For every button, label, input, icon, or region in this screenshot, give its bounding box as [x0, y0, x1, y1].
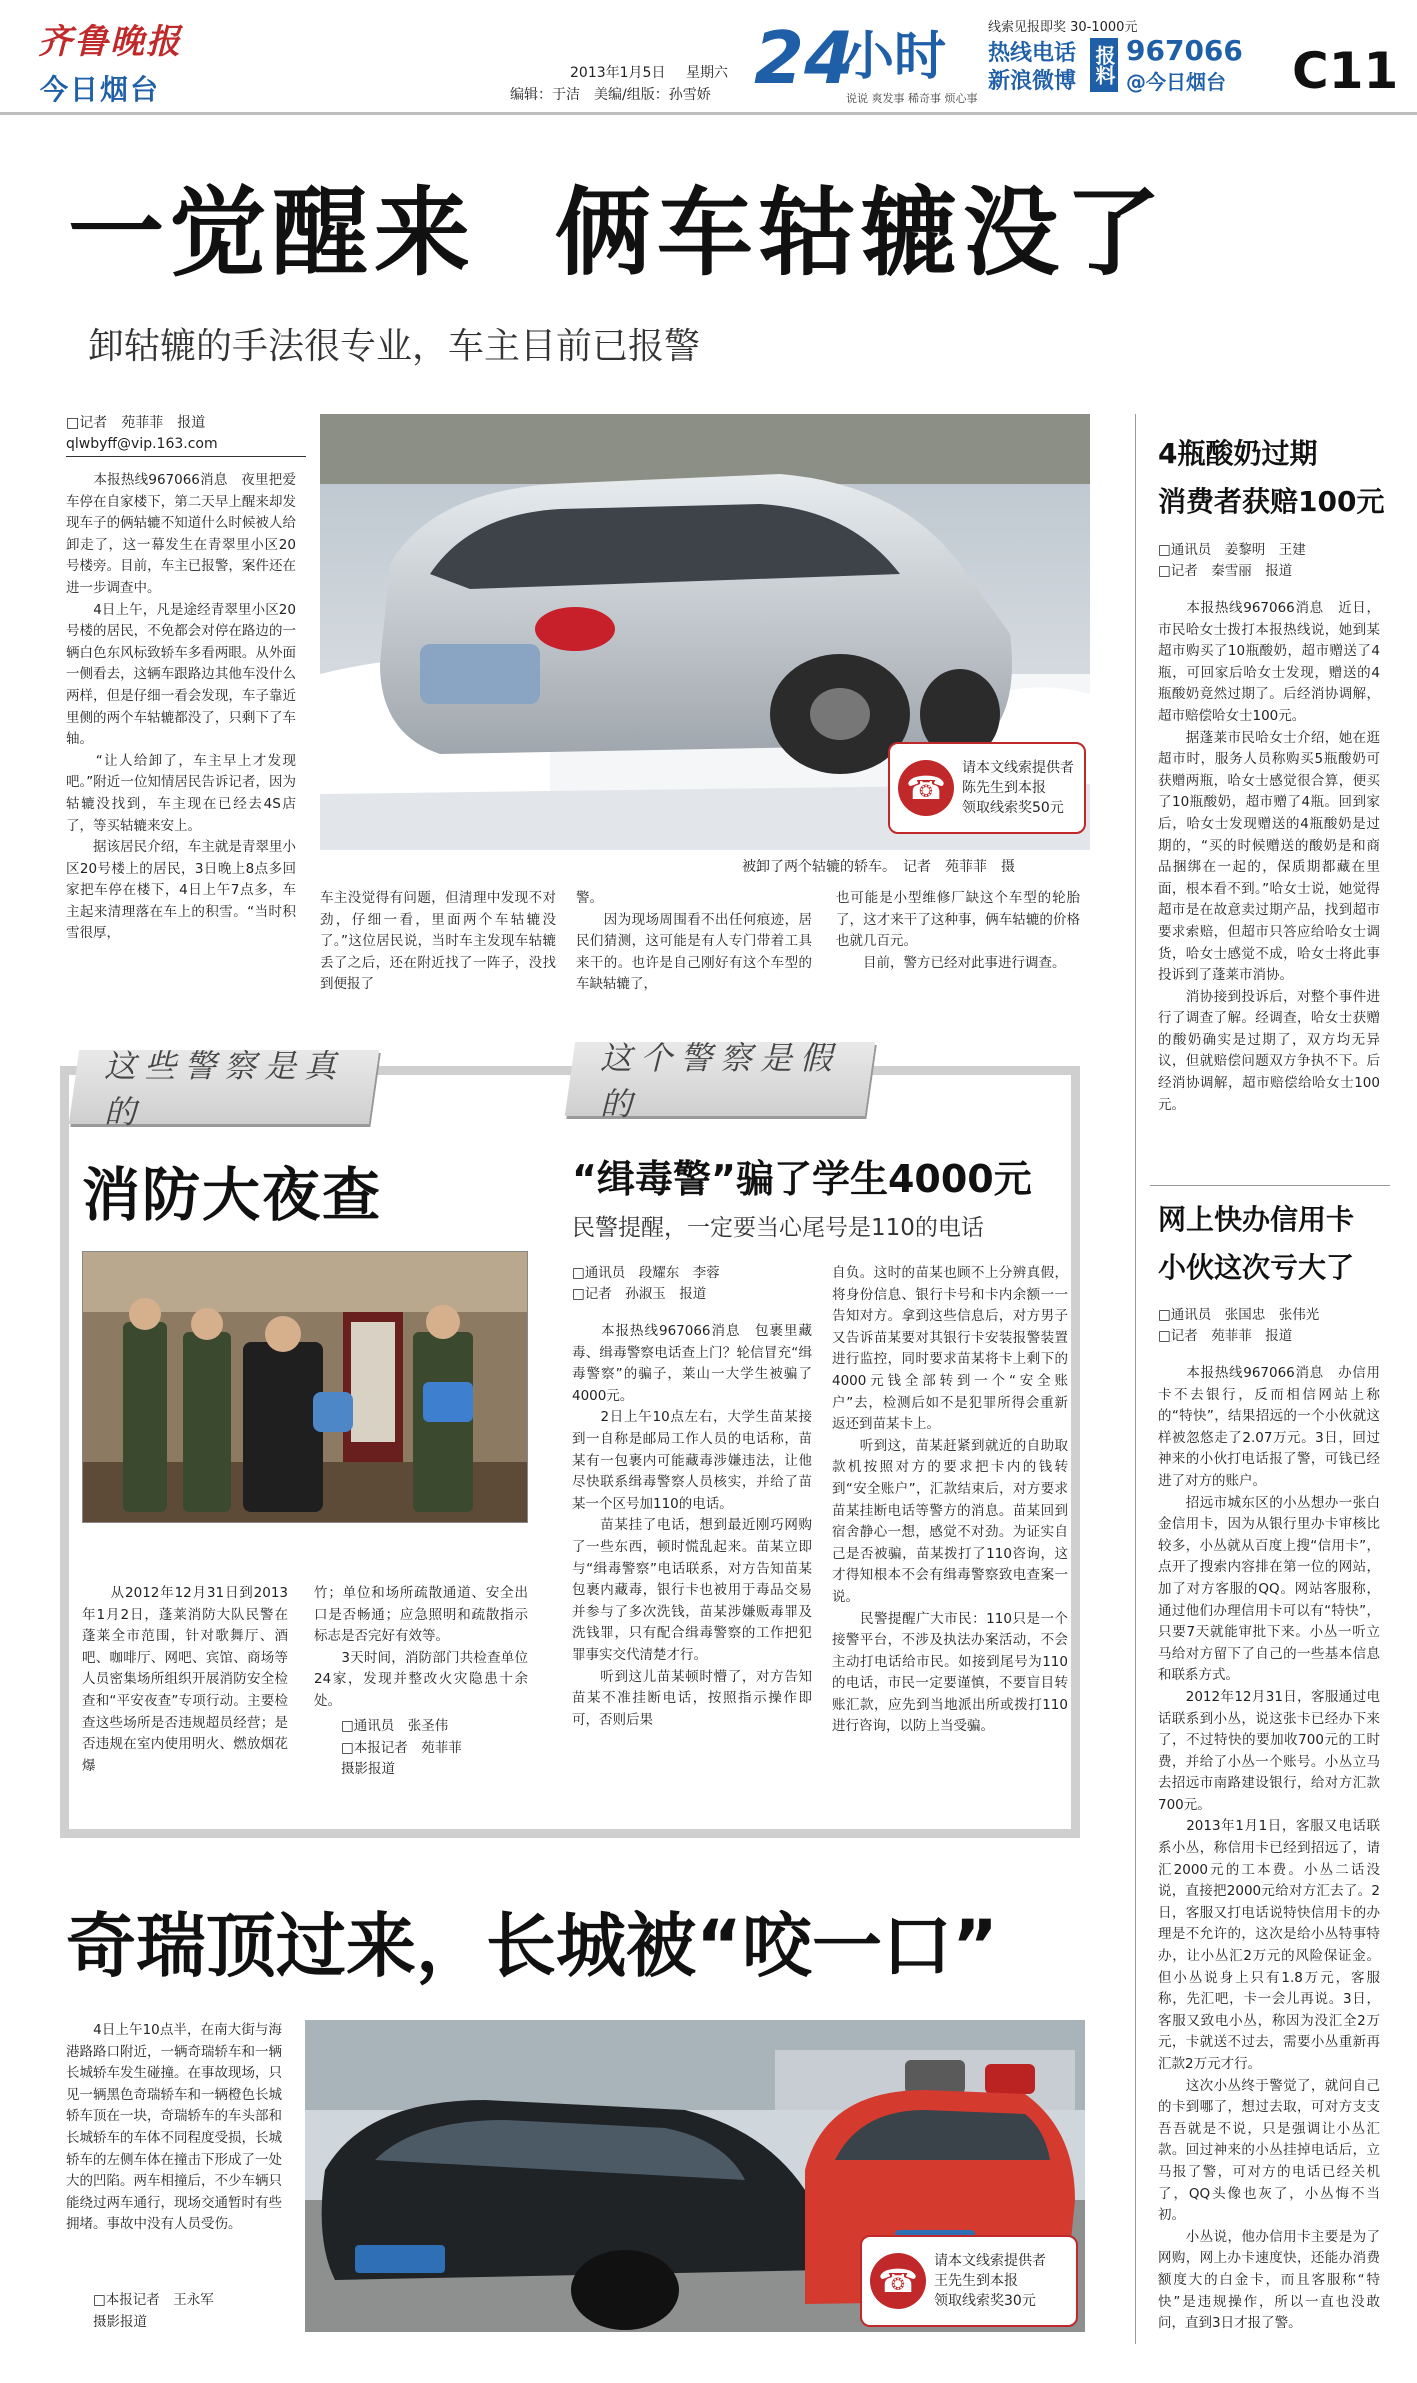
lead-headline: 一觉醒来 俩车轱辘没了 [68, 177, 1167, 289]
hotline-number: 967066 [1126, 34, 1243, 67]
police-real-banner-text: 这些警察是真的 [104, 1047, 345, 1131]
credit-title-2: 小伙这次亏大了 [1158, 1251, 1355, 1284]
accident-byline: □本报记者 王永军 摄影报道 [92, 2292, 214, 2330]
yogurt-byline: □通讯员 姜黎明 王建 □记者 秦雪丽 报道 [1158, 542, 1306, 579]
police-fake-col1: 本报热线967066消息 包裹里藏毒、缉毒警察电话查上门？轮信冒充“缉毒警察”的骗子，莱山一大学生被骗了4000元。 2日上午10点左右，大学生苗某接到一自称是邮局工作人员的电话称，苗某有一包裹内可能藏毒涉嫌违法，让他尽快联系缉毒警察人员核实，并给了苗某一个区号加110的电话。 苗某挂了电话，想到最近刚巧网购了一些东西，顿时慌乱起来。苗某立即与“缉毒警察”电话联系，对方告知苗某包裹内藏毒，银行卡也被用于毒品交易并参与了多次洗钱，苗某涉嫌贩毒罪及洗钱罪，只有配合缉毒警察的工作把犯罪事实交代清楚才行。 听到这儿苗某顿时懵了，对方告知苗某不准挂断电话，按照指示操作即可，否则后果 [572, 1323, 812, 1728]
weibo-label: 新浪微博 [988, 69, 1077, 94]
sidebar-rule [1150, 1185, 1390, 1186]
page-number: C11 [1292, 42, 1399, 100]
accident-tip-text: 请本文线索提供者 王先生到本报 领取线索奖30元 [934, 2253, 1046, 2309]
police-fake-subhead: 民警提醒，一定要当心尾号是110的电话 [572, 1215, 984, 1241]
weibo-handle: @今日烟台 [1126, 70, 1226, 94]
police-real-banner [69, 1047, 379, 1131]
reward-line: 线索见报即奖 30-1000元 [988, 20, 1138, 35]
police-fake-banner-text: 这个警察是假的 [600, 1039, 841, 1123]
sidebar-divider [1135, 414, 1136, 2344]
accident-body: 4日上午10点半，在南大街与海港路路口附近，一辆奇瑞轿车和一辆长城轿车发生碰撞。在事故现场，只见一辆黑色奇瑞轿车和一辆橙色长城轿车顶在一块，奇瑞轿车的车头部和长城轿车的车体不同程度受损，长城轿车的左侧车体在撞击下形成了一处大的凹陷。两车相撞后，不少车辆只能绕过两车通行，现场交通暂时有些拥堵。事故中没有人员受伤。 [66, 2022, 282, 2233]
yogurt-title-2: 消费者获赔100元 [1158, 485, 1385, 518]
police-real-photo [82, 1251, 528, 1523]
yogurt-body: 本报热线967066消息 近日，市民哈女士拨打本报热线说，她到某超市购买了10瓶酸奶，超市赠送了4瓶，可回家后哈女士发现，赠送的4瓶酸奶竟然过期了。后经消协调解，超市赔偿哈女士100元。 据蓬莱市民哈女士介绍，她在逛超市时，服务人员称购买5瓶酸奶可获赠两瓶，哈女士感觉很合算，便买了10瓶酸奶，超市赠了4瓶。回到家后，哈女士发现赠送的4瓶酸奶是过期的，“买的时候赠送的酸奶是和商品捆绑在一起的，保质期都藏在里面，根本看不到。”哈女士说，她觉得超市是在故意卖过期产品，找到超市要求索赔，但超市只答应给哈女士调货，哈女士感觉不成，哈女士将此事投诉到了蓬莱市消协。 消协接到投诉后，对整个事件进行了调查了解。经调查，哈女士获赠的酸奶确实是过期了，双方均无异议，但就赔偿问题双方争执不下。后经消协调解，超市赔偿给哈女士100元。 [1158, 600, 1380, 1113]
brand-24: 24 [754, 16, 855, 100]
lead-col4: 也可能是小型维修厂缺这个车型的轮胎了，这才来干了这种事，俩车轱辘的价格也就几百元。 目前，警方已经对此事进行调查。 [836, 890, 1080, 971]
accident-headline: 奇瑞顶过来，长城被“咬一口” [66, 1905, 999, 1987]
baoliao-tag: 报料 [1090, 38, 1118, 92]
police-fake-banner [565, 1039, 875, 1123]
police-real-byline: □通讯员 张圣伟 □本报记者 苑菲菲 摄影报道 [340, 1718, 462, 1778]
lead-byline-rule [66, 456, 306, 457]
lead-col2: 车主没觉得有问题，但清理中发现不对劲，仔细一看，里面两个车轱辘没了。”这位居民说，当时车主发现车轱辘丢了之后，还在附近找了一阵子，没找到便报了 [320, 890, 556, 993]
police-real-col1: 从2012年12月31日到2013年1月2日，蓬莱消防大队民警在蓬莱全市范围，针对歌舞厅、酒吧、咖啡厅、网吧、宾馆、商场等人员密集场所组织开展消防安全检查和“平安夜查”专项行动。主要检查这些场所是否违规超员经营；是否违规在室内使用明火、燃放烟花爆 [82, 1585, 288, 1774]
lead-subhead: 卸轱辘的手法很专业，车主目前已报警 [88, 326, 701, 367]
masthead [0, 0, 1417, 120]
hotline-label: 热线电话 [988, 41, 1077, 66]
editors: 编辑：于洁 美编/组版：孙雪娇 [510, 87, 711, 103]
date: 2013年1月5日 [570, 65, 666, 81]
paper-name: 齐鲁晚报 [38, 22, 182, 62]
section-name: 今日烟台 [40, 73, 161, 106]
lead-tip-badge [888, 742, 1086, 834]
lead-col3: 警。 因为现场周围看不出任何痕迹，居民们猜测，这可能是有人专门带着工具来干的。也许是自己刚好有这个车型的车缺轱辘了， [576, 890, 812, 993]
police-real-headline: 消防大夜查 [82, 1161, 383, 1229]
lead-byline: □记者 苑菲菲 报道 qlwbyff@vip.163.com [66, 415, 218, 452]
phone-icon: ☎ [870, 2253, 926, 2309]
weekday: 星期六 [686, 65, 728, 81]
police-real-col2: 竹；单位和场所疏散通道、安全出口是否畅通；应急照明和疏散指示标志是否完好有效等。 3天时间，消防部门共检查单位24家，发现并整改火灾隐患十余处。 [314, 1585, 528, 1709]
police-fake-byline: □通讯员 段耀东 李蓉 □记者 孙淑玉 报道 [572, 1265, 720, 1302]
accident-tip-badge [860, 2235, 1078, 2327]
police-fake-col2: 自负。这时的苗某也顾不上分辨真假，将身份信息、银行卡号和卡内余额一一告知对方。拿到这些信息后，对方男子又告诉苗某要对其银行卡安装报警装置进行监控，同时要求苗某将卡上剩下的4000元钱全部转到一个“安全账户”去，检测后如不是犯罪所得会重新返还到苗某卡上。 听到这，苗某赶紧到就近的自助取款机按照对方的要求把卡内的钱转到“安全账户”，汇款结束后，对方要求苗某挂断电话等警方的消息。苗某回到宿舍静心一想，感觉不对劲。为证实自己是否被骗，苗某拨打了110咨询，这才得知根本不会有缉毒警察致电查案一说。 民警提醒广大市民：110只是一个接警平台，不涉及执法办案活动，不会主动打电话给市民。如接到尾号为110的电话，市民一定要谨慎，不要盲目转账汇款，应先到当地派出所或拨打110进行咨询，以防上当受骗。 [832, 1265, 1068, 1735]
credit-byline: □通讯员 张国忠 张伟光 □记者 苑菲菲 报道 [1158, 1307, 1320, 1344]
brand-tags: 说说 爽发事 稀奇事 烦心事 [846, 92, 978, 105]
lead-photo-caption: 被卸了两个轱辘的轿车。 记者 苑菲菲 摄 [742, 859, 1015, 875]
lead-tip-text: 请本文线索提供者 陈先生到本报 领取线索奖50元 [962, 760, 1074, 816]
masthead-rule [0, 112, 1417, 115]
lead-col1: 本报热线967066消息 夜里把爱车停在自家楼下，第二天早上醒来却发现车子的俩轱辘不知道什么时候被人给卸走了，这一幕发生在青翠里小区20号楼旁。目前，车主已报警，案件还在进一步调查中。 4日上午，凡是途经青翠里小区20号楼的居民，不免都会对停在路边的一辆白色东风标致轿车多看两眼。从外面一侧看去，这辆车跟路边其他车没什么两样，但是仔细一看会发现，车子靠近里侧的两个车轱辘都没了，只剩下了车轴。 “让人给卸了，车主早上才发现吧。”附近一位知情居民告诉记者，因为轱辘没找到，车主现在已经去4S店了，等买轱辘来安上。 据该居民介绍，车主就是青翠里小区20号楼上的居民，3日晚上8点多回家把车停在楼下，4日上午7点多，车主起来清理落在车上的积雪。“当时积雪很厚， [66, 472, 296, 942]
brand-xiaoshi: 小时 [842, 27, 947, 87]
yogurt-title-1: 4瓶酸奶过期 [1158, 437, 1318, 470]
phone-icon: ☎ [898, 760, 954, 816]
credit-title-1: 网上快办信用卡 [1158, 1203, 1355, 1236]
inspection-illustration [83, 1252, 528, 1523]
credit-body: 本报热线967066消息 办信用卡不去银行，反而相信网站上称的“特快”，结果招远的一个小伙就这样被忽悠走了2.07万元。3日，回过神来的小伙打电话报了警，可钱已经进了对方的账户。 招远市城东区的小丛想办一张白金信用卡，因为从银行里办卡审核比较多，小丛就从百度上搜“信用卡”，点开了搜索内容排在第一位的网站，加了对方客服的QQ。网站客服称，通过他们办理信用卡可以有“特快”，只要7天就能审批下来。小丛一听立马给对方留下了自己的一些基本信息和联系方式。 2012年12月31日，客服通过电话联系到小丛，说这张卡已经办下来了，不过特快的要加收700元的工时费，并给了小丛一个账号。小丛立马去招远市南路建设银行，给对方汇款700元。 2013年1月1日，客服又电话联系小丛，称信用卡已经到招远了，请汇2000元的工本费。小丛二话没说，直接把2000元给对方汇去了。2日，客服又打电话说特快信用卡的办理是不允许的，这次是给小丛特事特办，让小丛汇2万元的风险保证金。但小丛说身上只有1.8万元，客服称，先汇吧，卡一会儿再说。3日，客服又致电小丛，称因为没汇全2万元，卡就送不过去，需要小丛重新再汇款2万元才行。 这次小丛终于警觉了，就问自己的卡到哪了，想过去取，可对方支支吾吾就是不说，只是强调让小丛汇款。回过神来的小丛挂掉电话后，立马报了警，可对方的电话已经关机了，QQ头像也灰了，小丛悔不当初。 小丛说，他办信用卡主要是为了网购，网上办卡速度快，还能办消费额度大的白金卡，而且客服称“特快”是违规操作，所以一直也没敢问，直到3日才报了警。 [1158, 1365, 1380, 2332]
police-fake-headline: “缉毒警”骗了学生4000元 [572, 1157, 1032, 1201]
